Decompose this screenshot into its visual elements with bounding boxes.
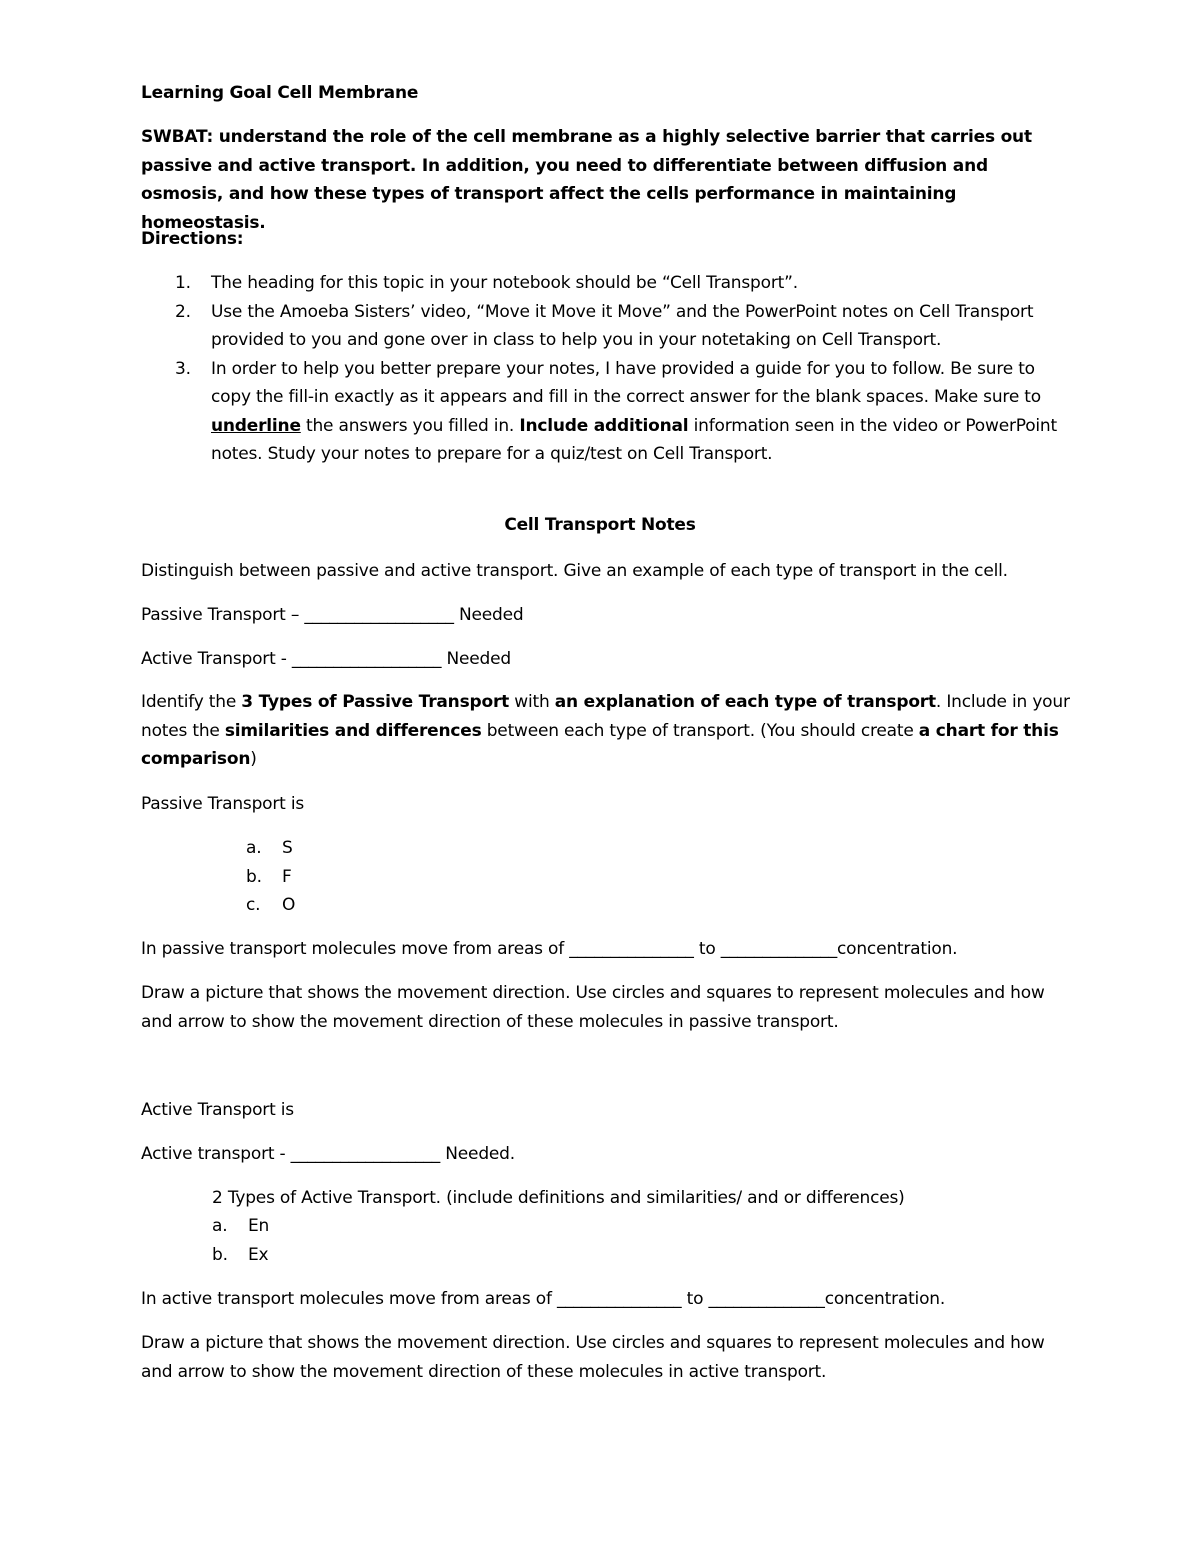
- document-heading: Learning Goal Cell Membrane: [141, 83, 419, 103]
- active-transport-is: Active Transport is: [141, 1100, 294, 1120]
- include-additional-emphasis: Include additional: [519, 415, 689, 436]
- direction-text-part: the answers you filled in.: [300, 415, 520, 436]
- list-item-text: S: [282, 838, 293, 858]
- active-types-list: [212, 1212, 269, 1269]
- direction-text-part: information seen in the video or PowerPoint notes. Study your notes to prepare for a quiz/test on Cell Transport.: [211, 415, 1057, 464]
- active-movement-fill-in: In active transport molecules move from areas of _______________ to ______________concentration.: [141, 1289, 946, 1309]
- list-item: [212, 1212, 269, 1241]
- identify-emphasis: a chart for this comparison: [141, 720, 1059, 769]
- identify-text: ): [250, 749, 257, 769]
- identify-text: between each type of transport. (You should create: [481, 720, 919, 741]
- section-title: Cell Transport Notes: [504, 515, 696, 535]
- direction-item-3: [141, 355, 1071, 469]
- swbat-paragraph: SWBAT: understand the role of the cell membrane as a highly selective barrier that carries out passive and active transport. In addition, you need to differentiate between diffusion and osmosis, and how these types of transport affect the cells performance in maintaining homeostasis.: [141, 127, 1032, 233]
- passive-types-list: [246, 834, 295, 920]
- direction-text: [211, 359, 1057, 465]
- list-letter: b.: [212, 1244, 228, 1265]
- passive-movement-fill-in: In passive transport molecules move from areas of _______________ to ______________concentration.: [141, 939, 958, 959]
- identify-text: . Include in your notes the: [141, 692, 1070, 741]
- list-letter: b.: [246, 866, 262, 887]
- direction-text: The heading for this topic in your notebook should be “Cell Transport”.: [211, 273, 798, 293]
- directions-label: Directions:: [141, 229, 244, 249]
- list-number: 2.: [175, 301, 191, 322]
- identify-prompt: [141, 688, 1071, 774]
- list-letter: a.: [246, 838, 262, 858]
- distinguish-prompt: Distinguish between passive and active transport. Give an example of each type of transport in the cell.: [141, 561, 1008, 581]
- passive-transport-is: Passive Transport is: [141, 794, 305, 814]
- list-item-text: Ex: [248, 1244, 269, 1265]
- direction-item-1: [141, 269, 1071, 298]
- passive-draw-prompt: Draw a picture that shows the movement direction. Use circles and squares to represent molecules and how and arrow to show the movement direction of these molecules in passive transport.: [141, 983, 1045, 1032]
- active-draw-prompt: Draw a picture that shows the movement direction. Use circles and squares to represent molecules and how and arrow to show the movement direction of these molecules in active transport.: [141, 1333, 1045, 1382]
- list-item-text: O: [282, 895, 296, 915]
- list-item-text: En: [248, 1216, 270, 1236]
- identify-emphasis: 3 Types of Passive Transport: [241, 692, 510, 712]
- list-letter: c.: [246, 895, 261, 915]
- underline-emphasis: underline: [211, 415, 301, 436]
- identify-emphasis: similarities and differences: [224, 720, 482, 741]
- direction-text: Use the Amoeba Sisters’ video, “Move it Move it Move” and the PowerPoint notes on Cell Transport provided to you and gone over in class to help you in your notetaking on Cell Transport.: [211, 301, 1034, 350]
- list-item-text: F: [282, 866, 292, 887]
- list-item: [246, 834, 295, 863]
- directions-list: [141, 269, 1071, 469]
- list-letter: a.: [212, 1216, 228, 1236]
- active-transport-fill-in-2: Active transport - __________________ Needed.: [141, 1144, 515, 1164]
- list-item: [246, 863, 295, 892]
- list-item: [212, 1241, 269, 1270]
- identify-emphasis: an explanation of each type of transport: [554, 692, 936, 712]
- active-types-title: 2 Types of Active Transport. (include definitions and similarities/ and or differences): [212, 1188, 905, 1208]
- list-number: 1.: [175, 273, 191, 293]
- identify-text: with: [509, 692, 555, 712]
- list-item: [246, 891, 295, 920]
- active-transport-fill-in: Active Transport - __________________ Needed: [141, 649, 511, 669]
- direction-item-2: [141, 298, 1071, 355]
- direction-text-part: In order to help you better prepare your notes, I have provided a guide for you to follow. Be sure to copy the fill-in exactly as it appears and fill in the correct answer for the blank spaces. Make sure to: [211, 358, 1041, 407]
- list-number: 3.: [175, 358, 191, 379]
- passive-transport-fill-in: Passive Transport – __________________ Needed: [141, 605, 524, 625]
- identify-text: Identify the: [141, 692, 242, 712]
